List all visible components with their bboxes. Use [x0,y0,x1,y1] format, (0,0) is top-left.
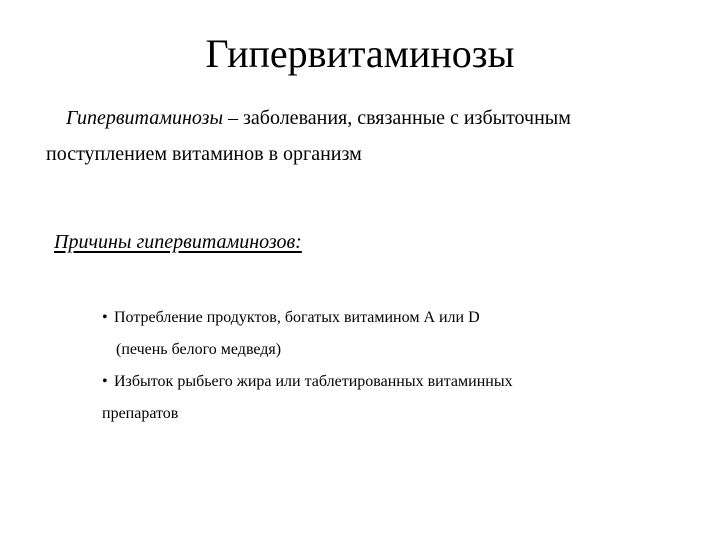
definition-line-2: поступлением витаминов в организм [46,143,362,165]
list-item-line-2: (печень белого медведя) [116,341,282,358]
definition-term: Гипервитаминозы [66,107,224,129]
list-item-line-1 [102,366,662,398]
slide-title: Гипервитаминозы [205,31,515,76]
list-item-text: Избыток рыбьего жира или таблетированных витаминных [114,373,513,390]
list-item-line-1 [102,302,662,334]
definition-paragraph [46,100,686,172]
definition-line-1 [46,100,686,136]
bullet-icon: • [102,309,108,326]
list-item [102,302,662,366]
definition-text: – заболевания, связанные с избыточным [223,107,571,129]
list-item-text: Потребление продуктов, богатых витамином А или D [114,309,480,326]
causes-heading: Причины гипервитаминозов: [54,231,302,253]
list-item-line-2: препаратов [102,405,179,422]
list-item [102,366,662,430]
bullet-icon: • [102,373,108,390]
causes-list [102,302,662,430]
